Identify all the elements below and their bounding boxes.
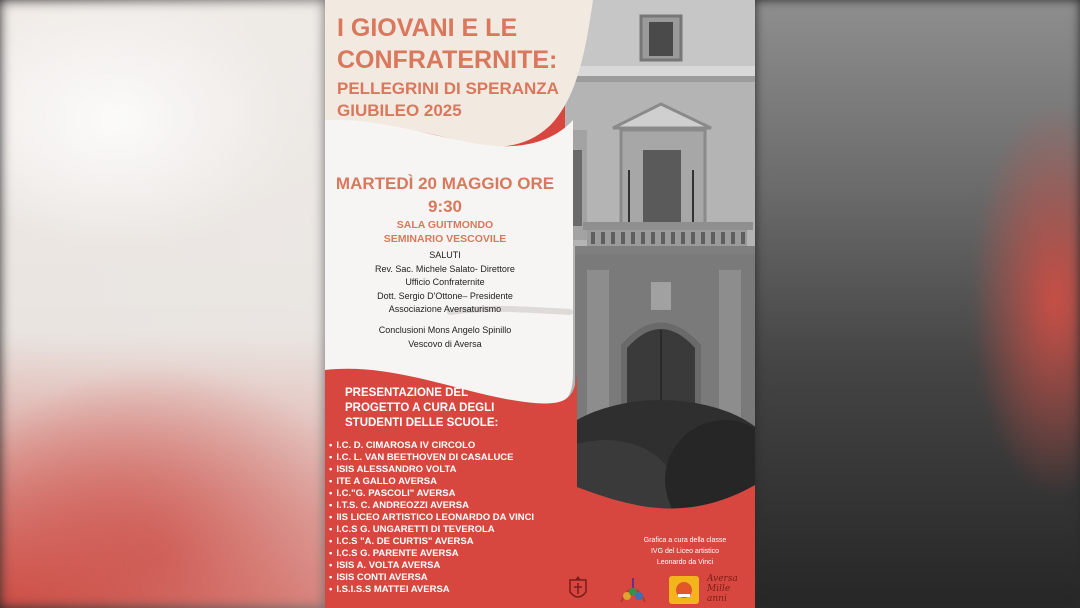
date-line: MARTEDÌ 20 MAGGIO ORE [335, 174, 555, 193]
venue-line: SALA GUITMONDO [396, 219, 494, 231]
school-item: • ISIS ALESSANDRO VOLTA [329, 464, 569, 476]
program-line: SALUTI [429, 250, 461, 260]
school-item: • IIS LICEO ARTISTICO LEONARDO DA VINCI [329, 512, 569, 524]
school-item: • ITE A GALLO AVERSA [329, 476, 569, 488]
blurred-background-right [755, 0, 1080, 608]
school-item: • I.S.I.S.S MATTEI AVERSA [329, 584, 569, 596]
program-line: Dott. Sergio D'Ottone– Presidente [377, 290, 513, 301]
presentation-line: PRESENTAZIONE DEL [345, 387, 469, 399]
program-line: Ufficio Confraternite [405, 277, 485, 287]
aversa-mille-anni-logo: Aversa Mille anni [707, 574, 738, 604]
subtitle-line: PELLEGRINI DI SPERANZA [337, 79, 559, 98]
title-line: I GIOVANI E LE [337, 14, 518, 42]
presentation-line: STUDENTI DELLE SCUOLE: [345, 417, 499, 429]
diocese-crest-icon [567, 574, 589, 604]
conclusion-line: Vescovo di Aversa [408, 338, 482, 349]
schools-list [329, 440, 569, 596]
graphic-credits [625, 535, 745, 568]
poster-title [337, 12, 577, 76]
credits-line: Leonardo da Vinci [656, 559, 714, 566]
event-venue [325, 218, 565, 246]
program-line: Associazione Aversaturismo [388, 304, 502, 314]
sponsor-logos [565, 572, 755, 608]
school-item: • I.T.S. C. ANDREOZZI AVERSA [329, 500, 569, 512]
school-item: • I.C.S G. UNGARETTI DI TEVEROLA [329, 524, 569, 536]
blurred-background-left-overlay [0, 0, 325, 608]
credits-line: IVG del Liceo artistico [650, 548, 720, 555]
program-line: Rev. Sac. Michele Salato- Direttore [375, 263, 515, 274]
event-date [325, 172, 565, 218]
credits-line: Grafica a cura della classe [643, 537, 727, 544]
school-item: • I.C.S "A. DE CURTIS" AVERSA [329, 536, 569, 548]
school-item: • I.C. D. CIMAROSA IV CIRCOLO [329, 440, 569, 452]
school-item: • I.C.S G. PARENTE AVERSA [329, 548, 569, 560]
school-item: • ISIS A. VOLTA AVERSA [329, 560, 569, 572]
conclusion-line: Conclusioni Mons Angelo Spinillo [378, 325, 512, 335]
event-poster [325, 0, 755, 608]
school-item: • I.C."G. PASCOLI" AVERSA [329, 488, 569, 500]
jubilee-logo-icon [615, 572, 651, 608]
presentation-line: PROGETTO A CURA DEGLI [345, 402, 495, 414]
subtitle-line: GIUBILEO 2025 [337, 101, 462, 120]
school-item: • ISIS CONTI AVERSA [329, 572, 569, 584]
event-conclusion [325, 324, 565, 351]
poster-subtitle [337, 78, 577, 122]
event-program [325, 249, 565, 317]
aversaturismo-logo-icon [669, 576, 699, 604]
title-line: CONFRATERNITE: [337, 46, 558, 74]
venue-line: SEMINARIO VESCOVILE [383, 233, 507, 245]
presentation-heading [345, 386, 545, 431]
school-item: • I.C. L. VAN BEETHOVEN DI CASALUCE [329, 452, 569, 464]
date-line: 9:30 [427, 197, 463, 216]
